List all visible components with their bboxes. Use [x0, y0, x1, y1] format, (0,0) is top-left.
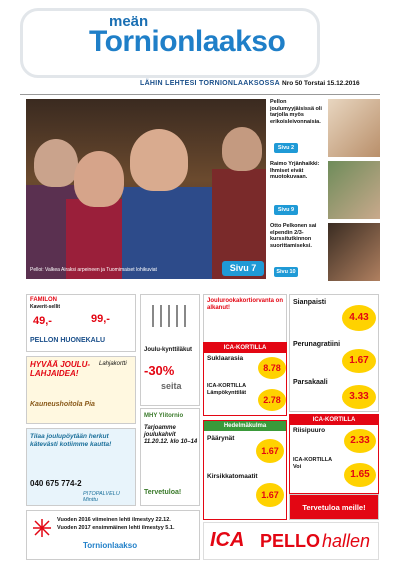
- price-tag: 2.33: [344, 429, 376, 453]
- ad-hedelmakulma[interactable]: [203, 420, 287, 520]
- price-tag: 8.78: [258, 357, 286, 379]
- ica-card-band: ICA-KORTILLA: [290, 415, 378, 425]
- product-name: Perunagratiini: [293, 341, 341, 348]
- product-name: Riisipuuro: [293, 427, 326, 434]
- newspaper-logo-small: Tornionlaakso: [83, 541, 138, 550]
- ad-ica-pello-hallen[interactable]: [203, 522, 379, 560]
- discount-label: -30%: [144, 363, 175, 378]
- price-tag: 1.67: [256, 439, 284, 463]
- product-name: Parsakaali: [293, 379, 328, 386]
- product-name: Kirsikkatomaatit: [207, 473, 258, 480]
- page-badge[interactable]: Sivu 2: [274, 143, 298, 153]
- product-name: ICA-KORTILLA Lämpökynttilät: [207, 383, 247, 396]
- store-suffix: hallen: [322, 531, 371, 551]
- firework-icon: [31, 517, 53, 539]
- page-badge[interactable]: Sivu 9: [274, 205, 298, 215]
- ad-tag: Lahjakortti: [99, 361, 127, 367]
- newspaper-logo[interactable]: [20, 8, 320, 78]
- ad-title: HYVÄÄ JOULU-LAHJAIDEA!: [30, 360, 91, 378]
- ad-subtitle: Kaverit-sellit: [30, 304, 61, 310]
- ad-mhy-ylitornio[interactable]: [140, 408, 200, 506]
- ad-publication-schedule[interactable]: [26, 510, 200, 560]
- teaser[interactable]: [270, 161, 380, 221]
- schedule-line: Vuoden 2017 ensimmäinen lehti ilmestyy 5.1.: [57, 525, 175, 531]
- ad-title: FAMILON: [30, 297, 57, 303]
- ad-brand: seita: [161, 381, 182, 391]
- teaser-text: Raimo Yrjänhaikki: Ihmiset eivät muotokuvaan.: [270, 161, 320, 181]
- teaser[interactable]: [270, 223, 380, 283]
- tagline: LÄHIN LEHTESI TORNIONLAAKSOSSA: [140, 80, 280, 87]
- section-band: Hedelmäkulma: [204, 421, 286, 431]
- masthead: [20, 8, 380, 106]
- ad-joulukynttilat[interactable]: [140, 294, 200, 406]
- candles-icon: [147, 301, 195, 329]
- teaser-image: [328, 99, 380, 157]
- teaser[interactable]: [270, 99, 380, 159]
- price-tag: 1.67: [256, 483, 284, 507]
- ad-ica-sianpaisti[interactable]: [289, 294, 379, 412]
- ad-text: Tarjoamme joulukahvit 11.20.12. klo 10–14: [144, 425, 198, 446]
- ad-title: Joulurookakortiorvanta on alkanut!: [207, 298, 284, 312]
- product-name: Suklaarasia: [207, 355, 244, 362]
- logo-title: Tornionlaakso: [89, 25, 286, 58]
- teaser-text: Otto Pelkonen sai elpendin 2/3-kurssitutkinnon suorittamiseksi.: [270, 223, 317, 249]
- divider: [20, 94, 380, 95]
- ad-title: Joulu-kynttiläkut: [144, 347, 193, 353]
- teaser-image: [328, 223, 380, 281]
- photo-caption: Pelloi: Valkea Airaksi arpeineen ja Tuomimaiset lohikuviat: [30, 267, 157, 273]
- ad-title: MHY Ylitornio: [144, 413, 184, 419]
- price-label: 49,-: [33, 315, 52, 327]
- face: [34, 139, 78, 187]
- teaser-image: [328, 161, 380, 219]
- price-tag: 4.43: [342, 305, 376, 331]
- ad-ica-suklaarasia[interactable]: [203, 342, 287, 416]
- store-name: PELLO: [260, 531, 321, 551]
- face: [130, 129, 188, 191]
- face: [222, 127, 262, 171]
- ad-text: Tilaa joulupöytään herkut kätevästi kotiimme kautta!: [30, 433, 112, 448]
- logo-prefix: meän: [109, 13, 149, 30]
- person-figure: [122, 187, 212, 279]
- product-name: Sianpaisti: [293, 299, 327, 306]
- cover-photo[interactable]: [26, 99, 266, 279]
- ad-brand: PITOPALVELU Minttu: [83, 491, 120, 503]
- price-tag: 1.65: [344, 463, 376, 487]
- ad-brand: PELLON HUONEKALU: [30, 337, 106, 344]
- product-name: Päärynät: [207, 435, 235, 442]
- price-tag: 1.67: [342, 349, 376, 373]
- teaser-text: Pellon joulumyyjäisissä oli tarjolla myös erikoisleivonnaisia.: [270, 99, 322, 125]
- price-tag: 3.33: [342, 385, 376, 409]
- ad-welcome-banner[interactable]: [289, 494, 379, 520]
- price-label: 99,-: [91, 313, 110, 325]
- face: [74, 151, 124, 207]
- page-badge[interactable]: Sivu 10: [274, 267, 298, 277]
- ad-ica-riisipuuro[interactable]: [289, 414, 379, 494]
- ad-shop-name: Kauneushoitola Pia: [30, 401, 95, 408]
- issue-info: Nro 50 Torstai 15.12.2016: [282, 80, 360, 87]
- ad-pellon-huonekalu[interactable]: [26, 294, 136, 352]
- price-tag: 2.78: [258, 389, 286, 411]
- ica-logo: ICA: [210, 529, 245, 551]
- ad-joululahjaidea[interactable]: [26, 356, 136, 424]
- schedule-line: Vuoden 2016 viimeinen lehti ilmestyy 22.12.: [57, 517, 171, 523]
- ad-welcome: Tervetuloa!: [144, 489, 182, 496]
- welcome-text: Tervetuloa meille!: [302, 503, 366, 512]
- page-badge[interactable]: Sivu 7: [222, 261, 264, 276]
- product-name: ICA-KORTILLA Voi: [293, 457, 332, 470]
- phone-number: 040 675 774-2: [30, 479, 82, 488]
- ad-pitopalvelu[interactable]: [26, 428, 136, 506]
- ica-card-band: ICA-KORTILLA: [204, 343, 286, 353]
